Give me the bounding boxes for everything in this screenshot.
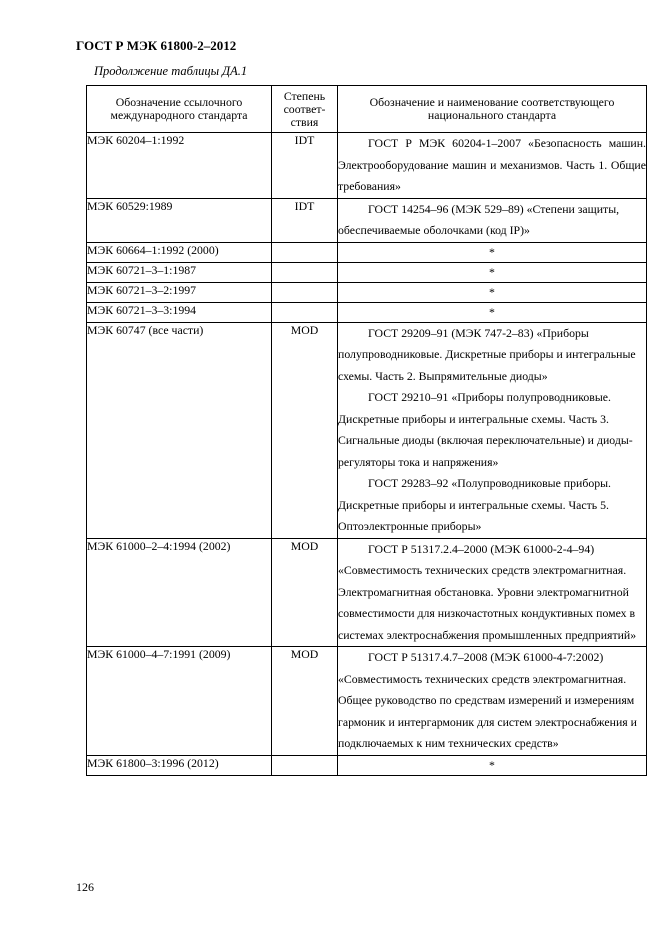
national-standard-text: ГОСТ Р МЭК 60204-1–2007 «Безопасность машин. Электрооборудование машин и механизмов. Часть 1. Общие требования» — [338, 136, 646, 193]
national-standard-cell: * — [338, 242, 647, 262]
document-header: ГОСТ Р МЭК 61800-2–2012 — [76, 38, 237, 53]
table-row — [87, 262, 647, 282]
header-national-standard: Обозначение и наименование соответствующего национального стандарта — [338, 86, 647, 133]
ref-standard-cell: МЭК 60529:1989 — [87, 198, 272, 242]
table-header-row — [87, 86, 647, 133]
national-standard-cell — [338, 322, 647, 538]
national-standard-text: ГОСТ 29209–91 (МЭК 747-2–83) «Приборы полупроводниковые. Дискретные приборы и интегральные схемы. Часть 2. Выпрямительные диоды» — [338, 325, 636, 383]
degree-cell — [272, 755, 338, 775]
table-caption: Продолжение таблицы ДА.1 — [94, 64, 248, 78]
table-row — [87, 538, 647, 647]
degree-cell — [272, 242, 338, 262]
table-row — [87, 198, 647, 242]
ref-standard-cell: МЭК 60664–1:1992 (2000) — [87, 242, 272, 262]
national-standard-text: ГОСТ 29210–91 «Приборы полупроводниковые. Дискретные приборы и интегральные схемы. Часть 3. Сигнальные диоды (включая переключательные) и диоды-регуляторы тока и напряжения» — [338, 390, 633, 469]
table-row — [87, 302, 647, 322]
page-number: 126 — [76, 880, 94, 894]
ref-standard-cell: МЭК 61000–4–7:1991 (2009) — [87, 647, 272, 756]
degree-cell: IDT — [272, 133, 338, 199]
table-row — [87, 647, 647, 756]
national-standard-cell: * — [338, 302, 647, 322]
degree-cell: IDT — [272, 198, 338, 242]
ref-standard-cell: МЭК 60204–1:1992 — [87, 133, 272, 199]
ref-standard-cell: МЭК 61000–2–4:1994 (2002) — [87, 538, 272, 647]
ref-standard-cell: МЭК 61800–3:1996 (2012) — [87, 755, 272, 775]
table-row — [87, 322, 647, 538]
ref-standard-cell: МЭК 60721–3–3:1994 — [87, 302, 272, 322]
table-row — [87, 755, 647, 775]
national-standard-text: ГОСТ Р 51317.2.4–2000 (МЭК 61000-2-4–94) «Совместимость технических средств электромагнитная. Электромагнитная обстановка. Уровни электромагнитной совместимости для низкочастотных кондуктивных помех в системах электроснабжения промышленных предприятий» — [338, 541, 637, 642]
degree-cell — [272, 302, 338, 322]
national-standard-cell — [338, 198, 647, 242]
national-standard-cell — [338, 133, 647, 199]
degree-cell — [272, 282, 338, 302]
header-degree: Степень соответ-ствия — [272, 86, 338, 133]
ref-standard-cell: МЭК 60747 (все части) — [87, 322, 272, 538]
table-row — [87, 133, 647, 199]
table-row — [87, 282, 647, 302]
national-standard-cell — [338, 647, 647, 756]
degree-cell: MOD — [272, 538, 338, 647]
national-standard-text: ГОСТ 29283–92 «Полупроводниковые приборы. Дискретные приборы и интегральные схемы. Часть 5. Оптоэлектронные приборы» — [338, 476, 611, 533]
ref-standard-cell: МЭК 60721–3–2:1997 — [87, 282, 272, 302]
degree-cell: MOD — [272, 647, 338, 756]
national-standard-cell: * — [338, 262, 647, 282]
national-standard-text: ГОСТ 14254–96 (МЭК 529–89) «Степени защиты, обеспечиваемые оболочками (код IP)» — [338, 201, 620, 237]
standards-table — [86, 85, 647, 776]
header-ref-standard: Обозначение ссылочного международного стандарта — [87, 86, 272, 133]
degree-cell — [272, 262, 338, 282]
degree-cell: MOD — [272, 322, 338, 538]
table-row — [87, 242, 647, 262]
national-standard-cell: * — [338, 755, 647, 775]
national-standard-text: ГОСТ Р 51317.4.7–2008 (МЭК 61000-4-7:2002) «Совместимость технических средств электромагнитная. Общее руководство по средствам измерений и измерениям гармоник и интергармоник для систем электроснабжения и подключаемых к ним технических средств» — [338, 650, 637, 750]
ref-standard-cell: МЭК 60721–3–1:1987 — [87, 262, 272, 282]
national-standard-cell: * — [338, 282, 647, 302]
national-standard-cell — [338, 538, 647, 647]
